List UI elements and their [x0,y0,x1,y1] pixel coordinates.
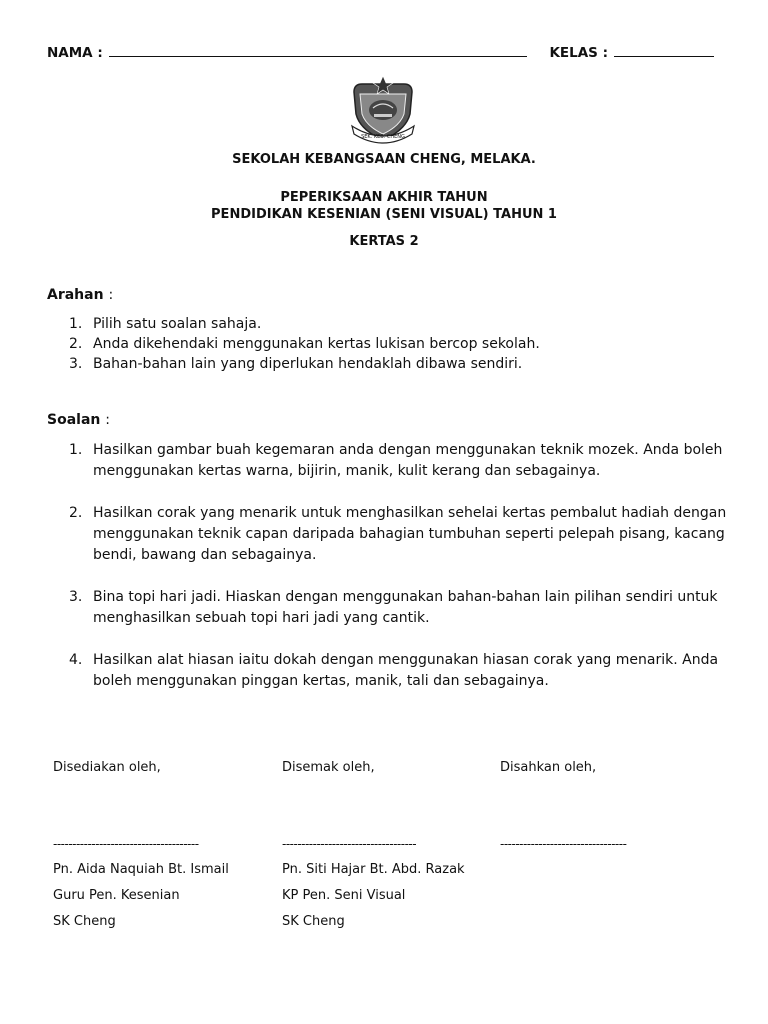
class-label: KELAS : [549,45,608,61]
list-item: 2. Anda dikehendaki menggunakan kertas lukisan bercop sekolah. [69,336,540,352]
list-item: 3. Bahan-bahan lain yang diperlukan hendaklah dibawa sendiri. [69,356,523,372]
question-item: 2. Hasilkan corak yang menarik untuk menghasilkan sehelai kertas pembalut hadiah dengan menggunakan teknik capan daripada bahagian tumbuhan seperti pelepah pisang, kacang bendi, bawang dan sebagainya. [69,505,727,563]
signature-prepared [53,755,268,935]
school-crest-icon [348,74,418,146]
question-item: 1. Hasilkan gambar buah kegemaran anda dengan menggunakan teknik mozek. Anda boleh menggunakan kertas warna, bijirin, manik, kulit kerang dan sebagainya. [69,442,723,479]
paper-title: KERTAS 2 [349,234,419,249]
signature-checked [282,755,492,935]
question-item: 3. Bina topi hari jadi. Hiaskan dengan menggunakan bahan-bahan lain pilihan sendiri untuk menghasilkan sebuah topi hari jadi yang cantik. [69,589,718,626]
questions-heading: Soalan : [47,412,110,428]
class-blank-line [614,44,714,57]
signature-name: Pn. Siti Hajar Bt. Abd. Razak [282,862,465,877]
school-title: SEKOLAH KEBANGSAAN CHENG, MELAKA. [232,152,536,167]
signature-line: ----------------------------------- [282,837,417,851]
list-item: 1. Pilih satu soalan sahaja. [69,316,262,332]
crest-banner-text: SEK. KEB. CHENG [361,134,405,140]
signature-role: KP Pen. Seni Visual [282,888,406,903]
instructions-heading: Arahan : [47,287,114,303]
question-item: 4. Hasilkan alat hiasan iaitu dokah dengan menggunakan hiasan corak yang menarik. Anda boleh menggunakan pinggan kertas, manik, tali dan sebagainya. [69,652,719,689]
signature-label: Disediakan oleh, [53,760,161,775]
signature-line: -------------------------------------- [53,837,199,851]
subject-title: PENDIDIKAN KESENIAN (SENI VISUAL) TAHUN 1 [211,207,557,222]
signature-role: Guru Pen. Kesenian [53,888,180,903]
signature-name: Pn. Aida Naquiah Bt. Ismail [53,862,229,877]
student-fields [47,44,714,61]
name-blank-line [109,44,527,57]
signature-approved [500,755,700,857]
questions-list [47,440,727,713]
signature-line: --------------------------------- [500,837,627,851]
signature-label: Disahkan oleh, [500,760,597,775]
signature-org: SK Cheng [53,914,116,929]
exam-title: PEPERIKSAAN AKHIR TAHUN [280,190,488,205]
name-label: NAMA : [47,45,103,61]
signature-org: SK Cheng [282,914,345,929]
signature-label: Disemak oleh, [282,760,375,775]
instructions-list [47,314,727,374]
